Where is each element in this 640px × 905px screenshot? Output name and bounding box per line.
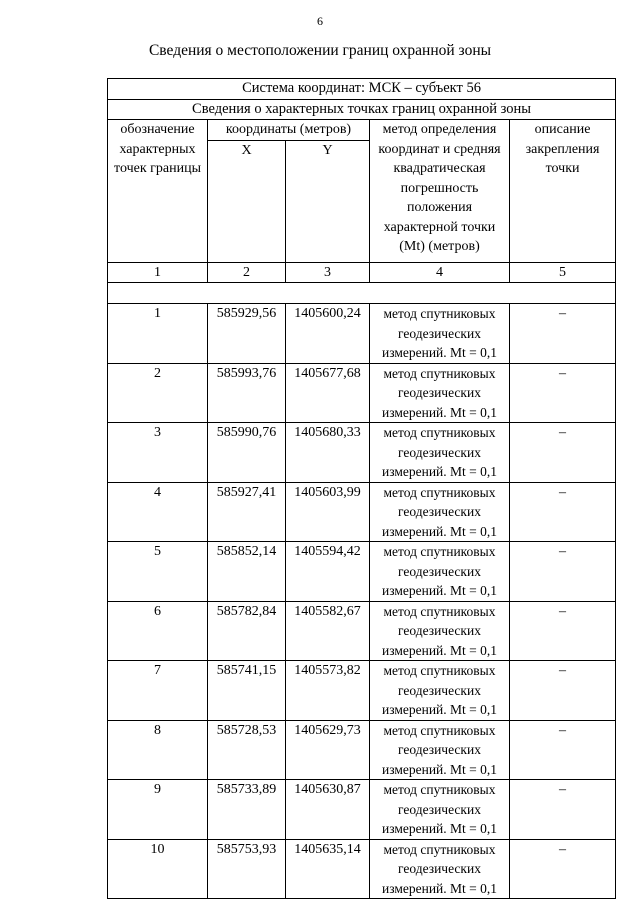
column-number-4: 4 [370,262,510,283]
column-number-1: 1 [108,262,208,283]
point-id-cell: 5 [108,542,208,602]
coordinate-y-cell: 1405629,73 [286,720,370,780]
coordinate-x-cell: 585929,56 [208,304,286,364]
table-row [108,423,616,483]
section-title-cell: Сведения о характерных точках границ охранной зоны [108,99,616,120]
description-cell: – [510,720,616,780]
point-id-cell: 3 [108,423,208,483]
coordinate-x-cell: 585993,76 [208,363,286,423]
point-id-cell: 4 [108,482,208,542]
description-cell: – [510,601,616,661]
page-number: 6 [317,14,323,28]
coordinate-y-cell: 1405677,68 [286,363,370,423]
table-row [108,363,616,423]
method-cell: метод спутниковых геодезических измерений. Mt = 0,1 [370,363,510,423]
description-cell: – [510,363,616,423]
method-cell: метод спутниковых геодезических измерений. Mt = 0,1 [370,661,510,721]
table-row [108,780,616,840]
header-y: Y [286,140,370,262]
column-number-2: 2 [208,262,286,283]
coordinate-y-cell: 1405630,87 [286,780,370,840]
description-cell: – [510,780,616,840]
description-cell: – [510,423,616,483]
table-row [108,304,616,364]
description-cell: – [510,542,616,602]
coordinate-y-cell: 1405573,82 [286,661,370,721]
method-cell: метод спутниковых геодезических измерений. Mt = 0,1 [370,839,510,899]
boundary-points-table [107,78,616,899]
method-cell: метод спутниковых геодезических измерений. Mt = 0,1 [370,542,510,602]
header-x: X [208,140,286,262]
coordinate-x-cell: 585753,93 [208,839,286,899]
point-id-cell: 2 [108,363,208,423]
method-cell: метод спутниковых геодезических измерений. Mt = 0,1 [370,304,510,364]
table-row [108,661,616,721]
coordinate-y-cell: 1405600,24 [286,304,370,364]
point-id-cell: 9 [108,780,208,840]
point-id-cell: 1 [108,304,208,364]
coordinate-x-cell: 585782,84 [208,601,286,661]
method-cell: метод спутниковых геодезических измерений. Mt = 0,1 [370,482,510,542]
coordinate-y-cell: 1405594,42 [286,542,370,602]
table-row [108,601,616,661]
coordinate-y-cell: 1405680,33 [286,423,370,483]
column-number-3: 3 [286,262,370,283]
header-coordinates: координаты (метров) [208,120,370,141]
coordinate-y-cell: 1405635,14 [286,839,370,899]
coordinate-system-cell: Система координат: МСК – субъект 56 [108,79,616,100]
table-row [108,720,616,780]
header-designation: обозначение характерных точек границы [108,120,208,263]
coordinate-y-cell: 1405603,99 [286,482,370,542]
description-cell: – [510,661,616,721]
point-id-cell: 6 [108,601,208,661]
table-row [108,482,616,542]
empty-spacer-row [108,283,616,304]
method-cell: метод спутниковых геодезических измерений. Mt = 0,1 [370,780,510,840]
method-cell: метод спутниковых геодезических измерений. Mt = 0,1 [370,423,510,483]
coordinate-x-cell: 585852,14 [208,542,286,602]
point-id-cell: 10 [108,839,208,899]
description-cell: – [510,839,616,899]
table-row [108,542,616,602]
column-number-5: 5 [510,262,616,283]
description-cell: – [510,482,616,542]
header-method: метод определения координат и средняя квадратическая погрешность положения характерной точки (Mt) (метров) [370,120,510,263]
method-cell: метод спутниковых геодезических измерений. Mt = 0,1 [370,601,510,661]
header-description: описание закрепления точки [510,120,616,263]
coordinate-x-cell: 585728,53 [208,720,286,780]
description-cell: – [510,304,616,364]
point-id-cell: 7 [108,661,208,721]
coordinate-x-cell: 585741,15 [208,661,286,721]
point-id-cell: 8 [108,720,208,780]
coordinate-y-cell: 1405582,67 [286,601,370,661]
document-title: Сведения о местоположении границ охранной зоны [148,42,492,59]
coordinate-x-cell: 585990,76 [208,423,286,483]
coordinate-x-cell: 585927,41 [208,482,286,542]
table-row [108,839,616,899]
coordinate-x-cell: 585733,89 [208,780,286,840]
method-cell: метод спутниковых геодезических измерений. Mt = 0,1 [370,720,510,780]
